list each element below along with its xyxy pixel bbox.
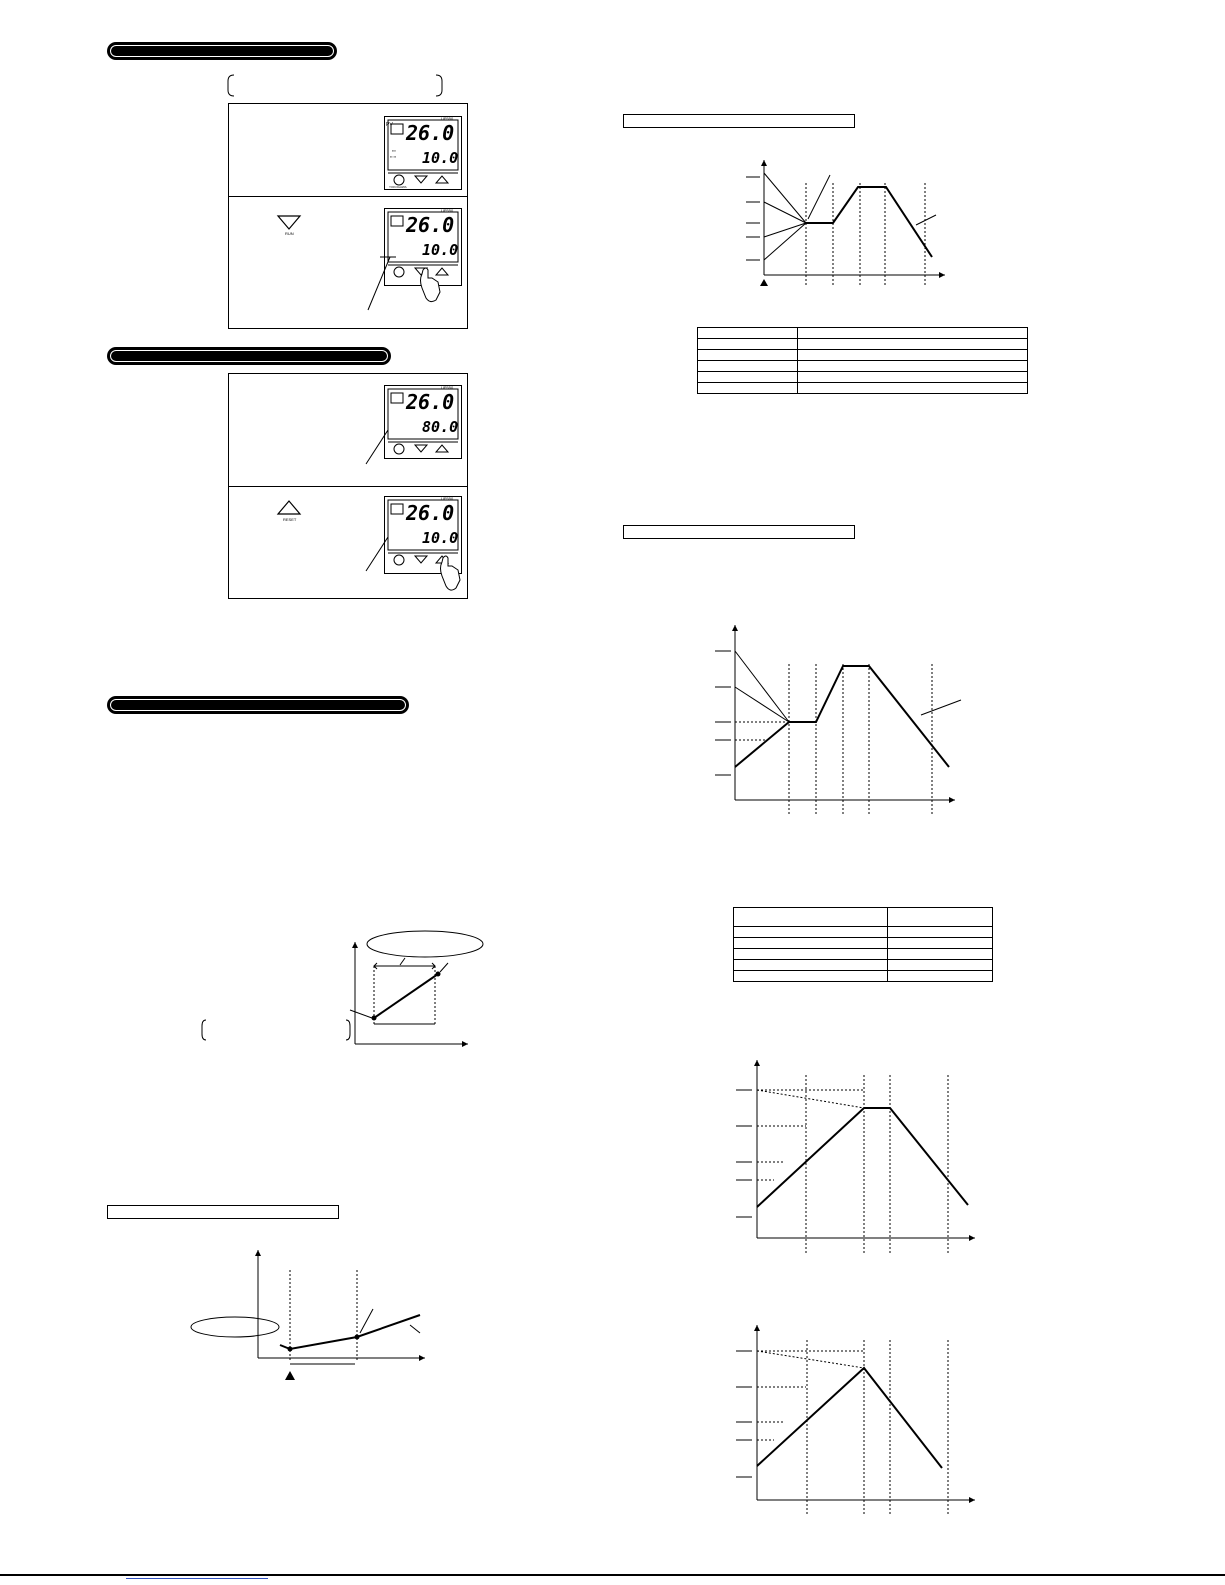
- section-heading-bar-3: [107, 696, 409, 714]
- footnote-link-underline[interactable]: [126, 1578, 268, 1579]
- pv-label: PV: [386, 122, 393, 128]
- pv-value: 26.0: [406, 213, 455, 237]
- start-chart: [195, 1245, 435, 1385]
- footer-rule: [0, 1574, 1225, 1576]
- svg-text:UP550: UP550: [441, 208, 454, 213]
- program-chart-2: [705, 620, 975, 820]
- sp-value: 10.0: [422, 529, 459, 547]
- program-table-1: [697, 327, 1028, 394]
- svg-text:RUN: RUN: [285, 231, 294, 236]
- section-heading-bar-2: [107, 347, 391, 365]
- frame-divider: [229, 196, 467, 197]
- section-heading-bar-1: [107, 42, 337, 60]
- bracket-decoration: [228, 75, 448, 100]
- ramp-diagram: [200, 928, 475, 1048]
- figure-caption-box: [107, 1205, 339, 1219]
- callout-line: [366, 428, 396, 468]
- program-chart-1: [740, 155, 950, 290]
- pv-value: 26.0: [406, 501, 455, 525]
- svg-text:▪▪▪: ▪▪▪: [392, 149, 396, 153]
- logo-text: YOKOGAWA: [389, 185, 407, 189]
- brand-label: UP550: [441, 116, 454, 121]
- program-chart-3: [730, 1055, 980, 1255]
- pv-value: 26.0: [406, 121, 455, 145]
- sp-value: 10.0: [422, 149, 459, 167]
- sp-value: 10.0: [422, 241, 459, 259]
- controller-display-1: [384, 116, 462, 190]
- callout-line: [368, 255, 398, 315]
- svg-text:RESET: RESET: [283, 517, 297, 522]
- svg-text:UP550: UP550: [441, 385, 454, 390]
- frame-divider: [229, 486, 467, 487]
- svg-text:UP550: UP550: [441, 496, 454, 501]
- pv-value: 26.0: [406, 390, 455, 414]
- program-chart-4: [730, 1320, 980, 1520]
- reset-key-icon: [277, 500, 301, 522]
- run-key-icon: [277, 215, 301, 237]
- svg-text:▪▪ ▪▪: ▪▪ ▪▪: [390, 155, 396, 159]
- figure-caption-box: [623, 525, 855, 539]
- figure-caption-box: [623, 114, 855, 128]
- sp-value: 80.0: [422, 418, 459, 436]
- program-table-2: [733, 907, 993, 982]
- callout-line: [366, 535, 396, 575]
